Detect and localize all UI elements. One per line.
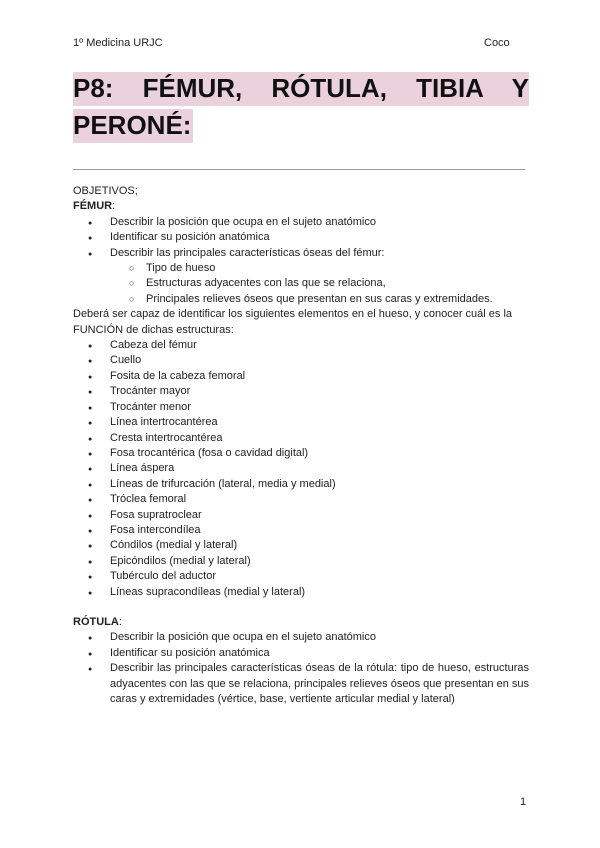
list-item: ● Línea áspera — [110, 461, 529, 476]
header-course: 1º Medicina URJC — [73, 37, 163, 49]
list-item: ● Identificar su posición anatómica — [110, 230, 529, 245]
femur-sub-bullets — [110, 261, 529, 307]
list-item: ● Fosa trocantérica (fosa o cavidad digital) — [110, 446, 529, 461]
list-item: ● Describir la posición que ocupa en el sujeto anatómico — [110, 630, 529, 645]
list-item: ● Líneas supracondíleas (medial y lateral) — [110, 585, 529, 600]
list-item: ● Fosa intercondílea — [110, 523, 529, 538]
list-item: ● Cresta intertrocantérea — [110, 431, 529, 446]
list-item: ● Describir las principales características óseas del fémur: ○ Tipo de hueso ○ Estructuras adyacentes con las que se relaciona, ○ Principales relieves óseos que presentan en sus caras y extremidades. — [110, 246, 529, 308]
list-item: ● Trocánter mayor — [110, 384, 529, 399]
femur-bullets — [73, 215, 529, 307]
sub-list-item: ○ Estructuras adyacentes con las que se relaciona, — [146, 276, 529, 291]
document-body — [73, 184, 529, 707]
list-item: ● Tubérculo del aductor — [110, 569, 529, 584]
rotula-bullets — [73, 630, 529, 707]
list-item: ● Describir las principales características óseas de la rótula: tipo de hueso, estructuras adyacentes con las que se relaciona, principales relieves óseos que presentan en sus caras y extremidades (vértice, base, vertiente articular medial y lateral) — [110, 661, 529, 707]
page-title — [73, 70, 529, 144]
divider — [73, 169, 525, 170]
femur-heading-line: FÉMUR: — [73, 200, 116, 213]
sub-list-item: ○ Principales relieves óseos que presentan en sus caras y extremidades. — [146, 292, 529, 307]
list-item: ● Epicóndilos (medial y lateral) — [110, 554, 529, 569]
page-title-text: P8: FÉMUR, RÓTULA, TIBIA Y PERONÉ: — [73, 72, 529, 143]
objectives-label: OBJETIVOS; — [73, 185, 138, 197]
femur-heading: FÉMUR — [73, 200, 113, 213]
list-item: ● Describir la posición que ocupa en el sujeto anatómico — [110, 215, 529, 230]
list-item: ● Línea intertrocantérea — [110, 415, 529, 430]
rotula-heading-line: RÓTULA: — [73, 615, 122, 628]
list-item: ● Cabeza del fémur — [110, 338, 529, 353]
page-number: 1 — [520, 796, 527, 808]
list-item: ● Tróclea femoral — [110, 492, 529, 507]
list-item: ● Cóndilos (medial y lateral) — [110, 538, 529, 553]
list-item: ● Fosita de la cabeza femoral — [110, 369, 529, 384]
list-item: ● Fosa supratroclear — [110, 508, 529, 523]
list-item: ● Líneas de trifurcación (lateral, media y medial) — [110, 477, 529, 492]
sub-list-item: ○ Tipo de hueso — [146, 261, 529, 276]
rotula-heading: RÓTULA — [73, 615, 119, 628]
header-author: Coco — [484, 37, 510, 49]
list-item: ● Trocánter menor — [110, 400, 529, 415]
femur-elements — [73, 338, 529, 600]
list-item: ● Cuello — [110, 353, 529, 368]
list-item: ● Identificar su posición anatómica — [110, 646, 529, 661]
femur-intro: Deberá ser capaz de identificar los siguientes elementos en el hueso, y conocer cuál es la FUNCIÓN de dichas estructuras: — [73, 308, 513, 336]
